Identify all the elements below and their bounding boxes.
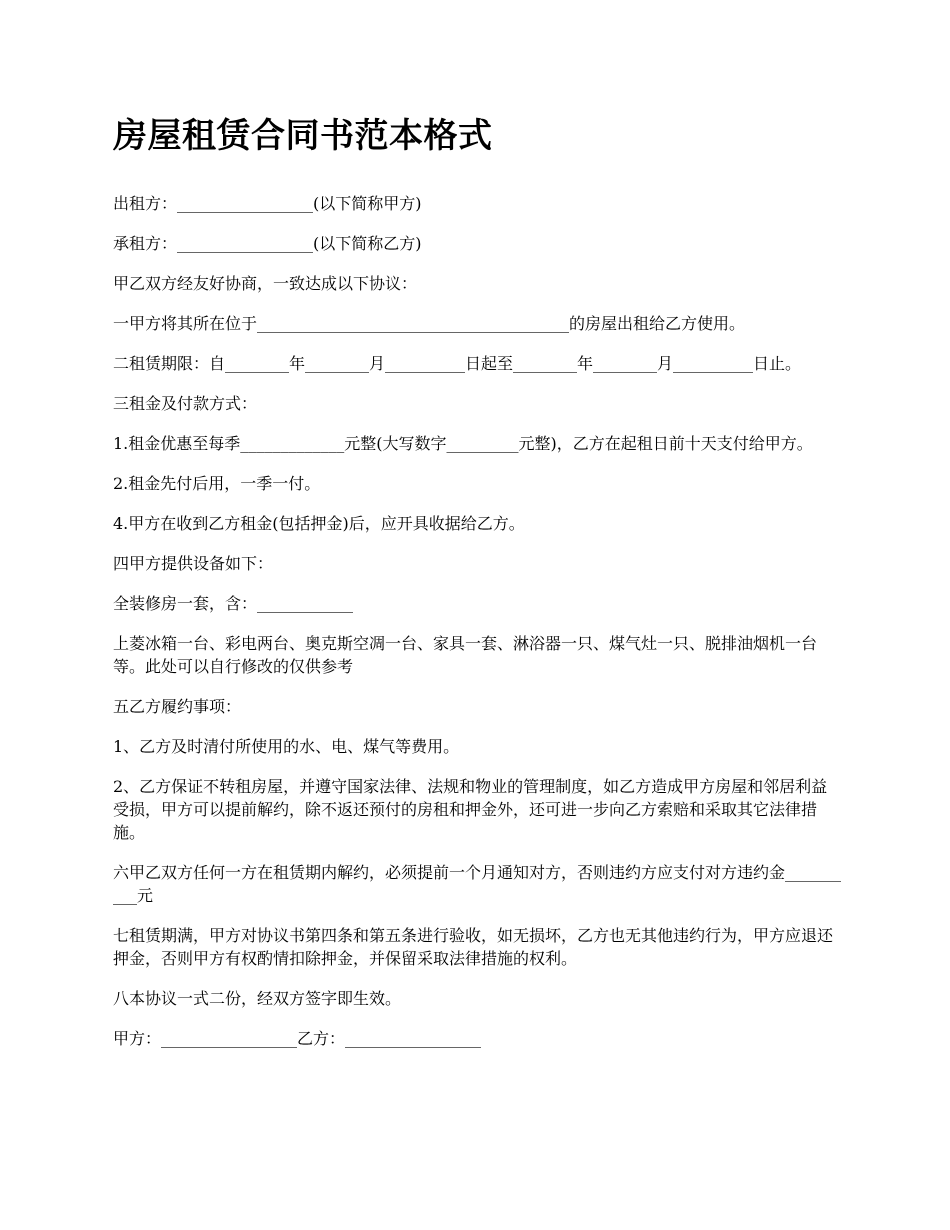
agreement-intro: 甲乙双方经友好协商，一致达成以下协议： (113, 274, 418, 293)
lessee-line: 承租方：_________________(以下简称乙方) (113, 234, 422, 253)
clause-1-location: 一甲方将其所在位于_______________________________________的房屋出租给乙方使用。 (113, 314, 746, 333)
clause-6-termination: 六甲乙双方任何一方在租赁期内解约，必须提前一个月通知对方，否则违约方应支付对方违约金__________元 (113, 863, 842, 905)
clause-4-heading: 四甲方提供设备如下： (113, 554, 274, 573)
clause-3-item-1: 1.租金优惠至每季_____________元整(大写数字_________元整)，乙方在起租日前十天支付给甲方。 (113, 434, 813, 453)
clause-5-heading: 五乙方履约事项： (113, 697, 242, 716)
document-page (113, 112, 843, 1067)
clause-3-item-4: 4.甲方在收到乙方租金(包括押金)后，应开具收据给乙方。 (113, 514, 525, 533)
clause-7-expiry: 七租赁期满，甲方对协议书第四条和第五条进行验收，如无损坏，乙方也无其他违约行为，甲方应退还押金，否则甲方有权酌情扣除押金，并保留采取法律措施的权利。 (113, 926, 834, 968)
clause-5-item-2: 2、乙方保证不转租房屋，并遵守国家法律、法规和物业的管理制度，如乙方造成甲方房屋和邻居利益受损，甲方可以提前解约，除不返还预付的房租和押金外，还可进一步向乙方索赔和采取其它法律措施。 (113, 777, 828, 842)
clause-3-heading: 三租金及付款方式： (113, 394, 258, 413)
document-title: 房屋租赁合同书范本格式 (113, 116, 493, 156)
clause-5-item-1: 1、乙方及时清付所使用的水、电、煤气等费用。 (113, 737, 460, 756)
signature-line: 甲方：_________________乙方：_________________ (113, 1029, 482, 1048)
clause-2-term: 二租赁期限：自________年________月__________日起至________年________月__________日止。 (113, 354, 802, 373)
clause-4-equipment-list: 上菱冰箱一台、彩电两台、奥克斯空凋一台、家具一套、淋浴器一只、煤气灶一只、脱排油烟机一台等。此处可以自行修改的仅供参考 (113, 634, 818, 676)
clause-8-effect: 八本协议一式二份，经双方签字即生效。 (113, 989, 402, 1008)
lessor-line: 出租方：_________________(以下简称甲方) (113, 194, 422, 213)
clause-3-item-2: 2.租金先付后用，一季一付。 (113, 474, 321, 493)
clause-4-furnishing: 全装修房一套，含：____________ (113, 594, 354, 613)
